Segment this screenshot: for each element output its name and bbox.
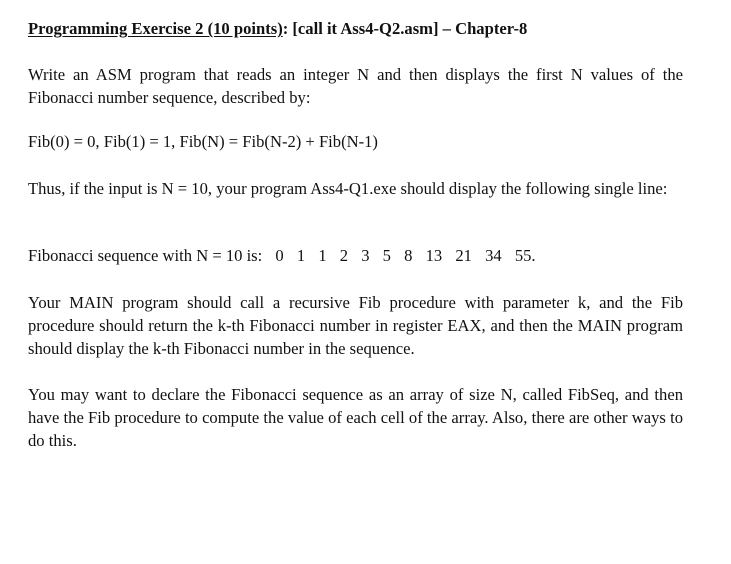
- fib-value: 1: [318, 246, 327, 265]
- main-program-paragraph: Your MAIN program should call a recursive Fib procedure with parameter k, and the Fib procedure should return the k-th Fibonacci number in register EAX, and then the MAIN program should display the k-th Fibonacci number in the sequence.: [28, 293, 683, 358]
- example-intro-paragraph: Thus, if the input is N = 10, your program Ass4-Q1.exe should display the following single line:: [28, 179, 668, 198]
- exercise-title: Programming Exercise 2 (10 points): [28, 19, 283, 38]
- example-output-prefix: Fibonacci sequence with N = 10 is:: [28, 246, 263, 265]
- fibonacci-formula: Fib(0) = 0, Fib(1) = 1, Fib(N) = Fib(N-2) + Fib(N-1): [28, 132, 378, 151]
- fib-value: 0: [275, 246, 284, 265]
- fib-value: 21: [455, 246, 472, 265]
- fib-value: 1: [296, 246, 306, 265]
- fib-value: 34: [485, 246, 502, 265]
- fib-value: 5: [382, 246, 391, 265]
- fib-value: 13: [425, 246, 443, 265]
- example-output-line: [28, 246, 536, 266]
- fib-value: 8: [404, 246, 413, 265]
- fib-value: 3: [361, 246, 370, 265]
- fib-value: 55.: [514, 246, 536, 265]
- exercise-heading: [28, 19, 527, 39]
- fibseq-hint-paragraph: You may want to declare the Fibonacci sequence as an array of size N, called FibSeq, and then have the Fib procedure to compute the value of each cell of the array. Also, there are other ways to do this.: [28, 385, 683, 450]
- intro-paragraph: Write an ASM program that reads an integer N and then displays the first N values of the Fibonacci number sequence, described by:: [28, 65, 683, 107]
- exercise-file-chapter: : [call it Ass4-Q2.asm] – Chapter-8: [282, 19, 528, 38]
- fib-value: 2: [339, 246, 349, 265]
